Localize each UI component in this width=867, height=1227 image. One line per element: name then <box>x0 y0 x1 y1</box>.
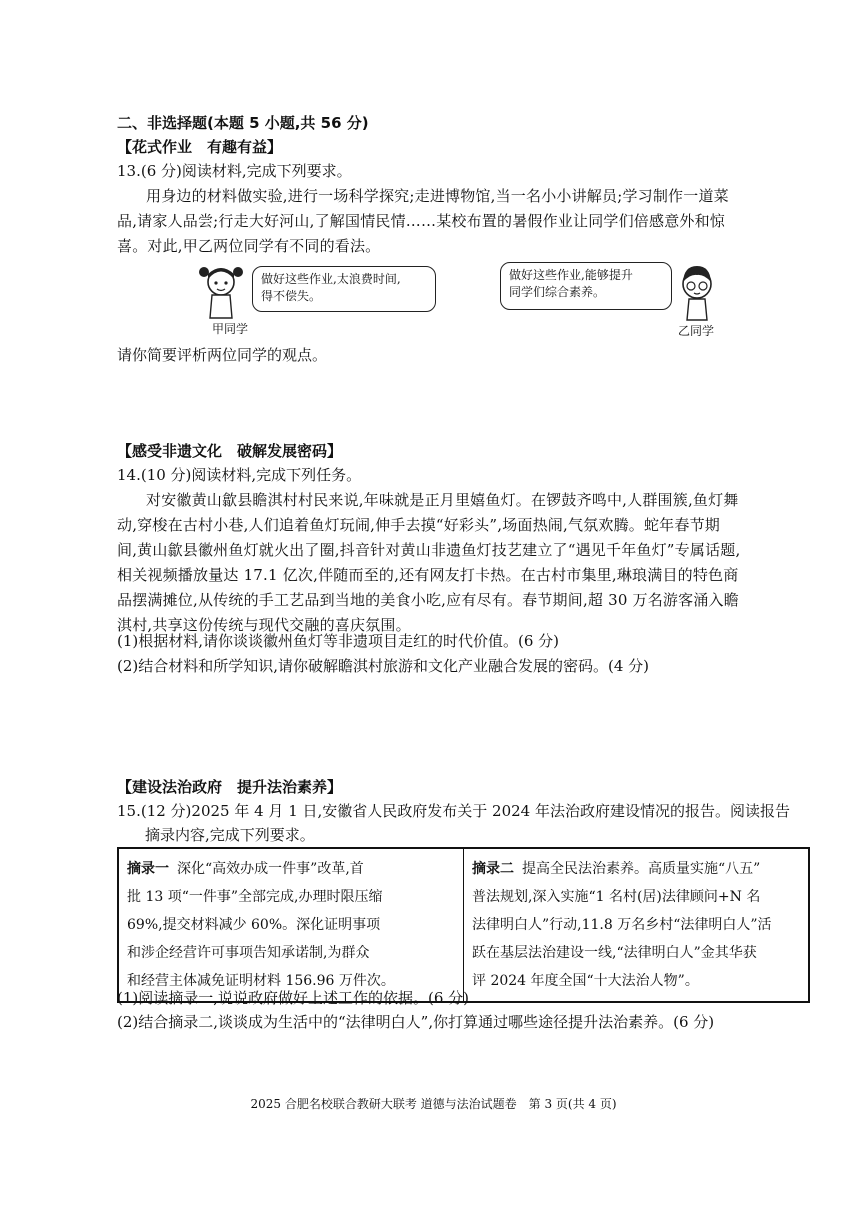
student-b-speech-text: 做好这些作业,能够提升 同学们综合素养。 <box>509 268 633 299</box>
student-b-label: 乙同学 <box>678 324 715 338</box>
q14-task-2: (2)结合材料和所学知识,请你破解瞻淇村旅游和文化产业融合发展的密码。(4 分) <box>117 657 650 675</box>
page-footer: 2025 合肥名校联合教研大联考 道德与法治试题卷 第 3 页(共 4 页) <box>250 1097 617 1111</box>
excerpt-1-line-3: 69%,提交材料减少 60%。深化证明事项 <box>127 917 381 933</box>
question-15-header-line-2: 摘录内容,完成下列要求。 <box>145 826 315 844</box>
question-14-header: 14.(10 分)阅读材料,完成下列任务。 <box>117 466 362 484</box>
section-heading: 二、非选择题(本题 5 小题,共 56 分) <box>117 114 369 132</box>
q13-line-3: 喜。对此,甲乙两位同学有不同的看法。 <box>117 237 381 255</box>
excerpt-1-cell <box>118 848 464 1002</box>
excerpt-1-line-4: 和涉企经营许可事项告知承诺制,为群众 <box>127 945 370 961</box>
q13-line-1: 用身边的材料做实验,进行一场科学探究;走进博物馆,当一名小小讲解员;学习制作一道菜 <box>146 187 729 205</box>
excerpt-2-line-2: 普法规划,深入实施“1 名村(居)法律顾问+N 名 <box>472 889 761 905</box>
q14-line-6: 淇村,共享这份传统与现代交融的喜庆氛围。 <box>117 616 411 634</box>
excerpt-1-line-5: 和经营主体减免证明材料 156.96 万件次。 <box>127 973 395 989</box>
excerpt-2-line-3: 法律明白人”行动,11.8 万名乡村“法律明白人”活 <box>472 917 772 933</box>
excerpt-2-line-1: 提高全民法治素养。高质量实施“八五” <box>522 861 761 877</box>
excerpt-2-line-4: 跃在基层法治建设一线,“法律明白人”金其华获 <box>472 945 757 961</box>
q14-task-1: (1)根据材料,请你谈谈徽州鱼灯等非遗项目走红的时代价值。(6 分) <box>117 632 560 650</box>
student-b-speech-bubble <box>500 262 672 310</box>
student-a-speech-bubble <box>252 266 436 312</box>
question-15-header-line-1: 15.(12 分)2025 年 4 月 1 日,安徽省人民政府发布关于 2024 年法治政府建设情况的报告。阅读报告 <box>117 802 790 820</box>
student-a-speech-text: 做好这些作业,太浪费时间, 得不偿失。 <box>261 272 401 303</box>
student-a-illustration <box>196 262 246 322</box>
excerpt-1-label: 摘录一 <box>127 861 169 877</box>
q15-task-1: (1)阅读摘录一,说说政府做好上述工作的依据。(6 分) <box>117 989 470 1007</box>
excerpt-1-line-2: 批 13 项“一件事”全部完成,办理时限压缩 <box>127 889 383 905</box>
q13-task: 请你简要评析两位同学的观点。 <box>117 346 328 364</box>
theme-heading-3: 【建设法治政府 提升法治素养】 <box>117 778 343 796</box>
q14-line-4: 相关视频播放量达 17.1 亿次,伴随而至的,还有网友打卡热。在古村市集里,琳琅满目的特色商 <box>117 566 739 584</box>
theme-heading-1: 【花式作业 有趣有益】 <box>117 138 283 156</box>
student-a-label: 甲同学 <box>212 322 249 336</box>
student-b-illustration <box>674 262 720 322</box>
excerpt-2-label: 摘录二 <box>472 861 514 877</box>
q14-line-2: 动,穿梭在古村小巷,人们追着鱼灯玩闹,伸手去摸“好彩头”,场面热闹,气氛欢腾。蛇年春节期 <box>117 516 720 534</box>
excerpt-1-line-1: 深化“高效办成一件事”改革,首 <box>177 861 364 877</box>
excerpt-2-line-5: 评 2024 年度全国“十大法治人物”。 <box>472 973 699 989</box>
question-13-header: 13.(6 分)阅读材料,完成下列要求。 <box>117 162 352 180</box>
q14-line-1: 对安徽黄山歙县瞻淇村村民来说,年味就是正月里嬉鱼灯。在锣鼓齐鸣中,人群围簇,鱼灯舞 <box>146 491 739 509</box>
q14-line-5: 品摆满摊位,从传统的手工艺品到当地的美食小吃,应有尽有。春节期间,超 30 万名游客涌入瞻 <box>117 591 739 609</box>
excerpt-2-cell <box>464 848 810 1002</box>
q15-task-2: (2)结合摘录二,谈谈成为生活中的“法律明白人”,你打算通过哪些途径提升法治素养。(6 分) <box>117 1013 715 1031</box>
theme-heading-2: 【感受非遗文化 破解发展密码】 <box>117 442 343 460</box>
q13-line-2: 品,请家人品尝;行走大好河山,了解国情民情……某校布置的暑假作业让同学们倍感意外和惊 <box>117 212 725 230</box>
excerpts-table <box>117 847 810 1003</box>
q14-line-3: 间,黄山歙县徽州鱼灯就火出了圈,抖音针对黄山非遗鱼灯技艺建立了“遇见千年鱼灯”专属话题, <box>117 541 741 559</box>
